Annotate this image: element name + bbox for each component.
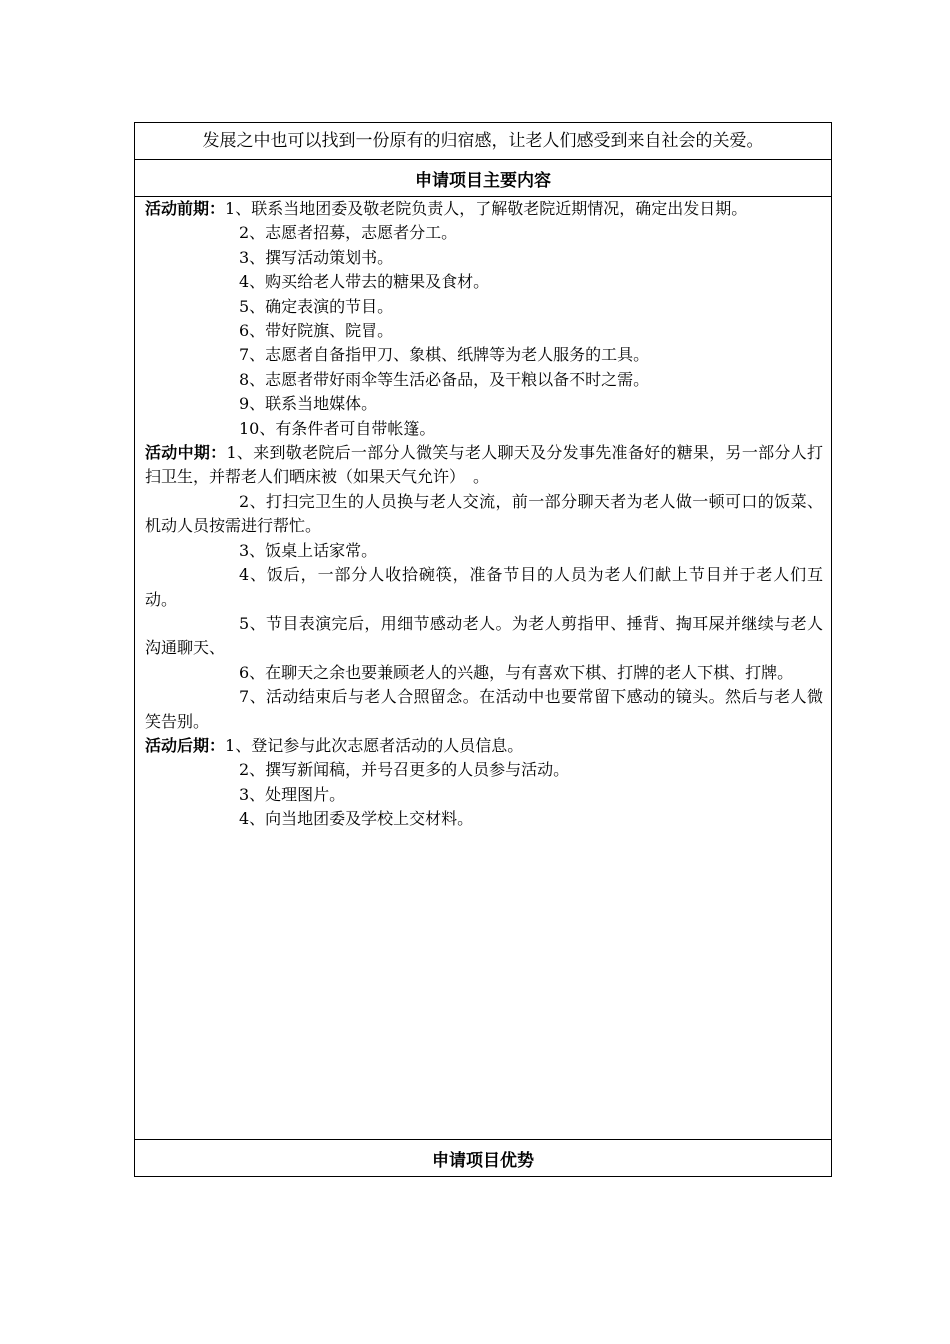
pre-phase-item-1 <box>145 197 823 221</box>
intro-cell <box>135 123 832 160</box>
post-phase-item-text: 1、登记参与此次志愿者活动的人员信息。 <box>225 735 524 755</box>
pre-phase-item-4: 4、购买给老人带去的糖果及食材。 <box>239 272 490 292</box>
advantage-header-row <box>135 1140 832 1177</box>
main-content-cell <box>135 197 832 1140</box>
application-form-table <box>134 122 832 1177</box>
intro-row <box>135 123 832 160</box>
mid-phase-item-2: 2、打扫完卫生的人员换与老人交流，前一部分聊天者为老人做一顿可口的饭菜、机动人员按需进行帮忙。 <box>145 491 823 536</box>
mid-phase-item-text: 1、来到敬老院后一部分人微笑与老人聊天及分发事先准备好的糖果，另一部分人打扫卫生，并帮老人们晒床被（如果天气允许） 。 <box>145 443 823 487</box>
mid-phase-item-6: 6、在聊天之余也要兼顾老人的兴趣，与有喜欢下棋、打牌的老人下棋、打牌。 <box>239 662 794 682</box>
post-phase-item-2: 2、撰写新闻稿，并号召更多的人员参与活动。 <box>239 760 570 780</box>
pre-phase-item-7: 7、志愿者自备指甲刀、象棋、纸牌等为老人服务的工具。 <box>239 345 650 365</box>
pre-phase-item-3: 3、撰写活动策划书。 <box>239 247 394 267</box>
pre-phase-item-9: 9、联系当地媒体。 <box>239 394 378 414</box>
mid-phase-label: 活动中期： <box>145 443 227 463</box>
main-content-header-cell <box>135 160 832 197</box>
section-title-main-content: 申请项目主要内容 <box>415 170 551 191</box>
mid-phase-item-3: 3、饭桌上话家常。 <box>239 540 378 560</box>
post-phase-item-3: 3、处理图片。 <box>239 784 346 804</box>
mid-phase-item-1 <box>145 441 823 490</box>
post-phase-item-4: 4、向当地团委及学校上交材料。 <box>239 809 474 829</box>
advantage-header-cell <box>135 1140 832 1177</box>
pre-phase-item-8: 8、志愿者带好雨伞等生活必备品，及干粮以备不时之需。 <box>239 369 650 389</box>
pre-phase-item-text: 1、联系当地团委及敬老院负责人，了解敬老院近期情况，确定出发日期。 <box>225 199 748 218</box>
post-phase-item-1 <box>145 734 823 758</box>
post-phase-label: 活动后期： <box>145 735 226 755</box>
main-content-header-row <box>135 160 832 197</box>
main-content-body <box>135 197 831 832</box>
pre-phase-item-6: 6、带好院旗、院冒。 <box>239 321 394 341</box>
section-title-advantage: 申请项目优势 <box>432 1150 534 1171</box>
mid-phase-item-7: 7、活动结束后与老人合照留念。在活动中也要常留下感动的镜头。然后与老人微笑告别。 <box>145 687 823 731</box>
pre-phase-item-2: 2、志愿者招募，志愿者分工。 <box>239 223 458 243</box>
intro-text: 发展之中也可以找到一份原有的归宿感，让老人们感受到来自社会的关爱。 <box>202 131 764 151</box>
pre-phase-item-5: 5、确定表演的节目。 <box>239 296 394 316</box>
mid-phase-item-5: 5、节目表演完后，用细节感动老人。为老人剪指甲、捶背、掏耳屎并继续与老人沟通聊天、 <box>145 613 823 658</box>
main-content-row <box>135 197 832 1140</box>
pre-phase-label: 活动前期： <box>145 199 226 218</box>
mid-phase-item-4: 4、饭后，一部分人收拾碗筷，准备节目的人员为老人们献上节目并于老人们互动。 <box>145 565 823 609</box>
pre-phase-item-10: 10、有条件者可自带帐篷。 <box>239 418 436 438</box>
